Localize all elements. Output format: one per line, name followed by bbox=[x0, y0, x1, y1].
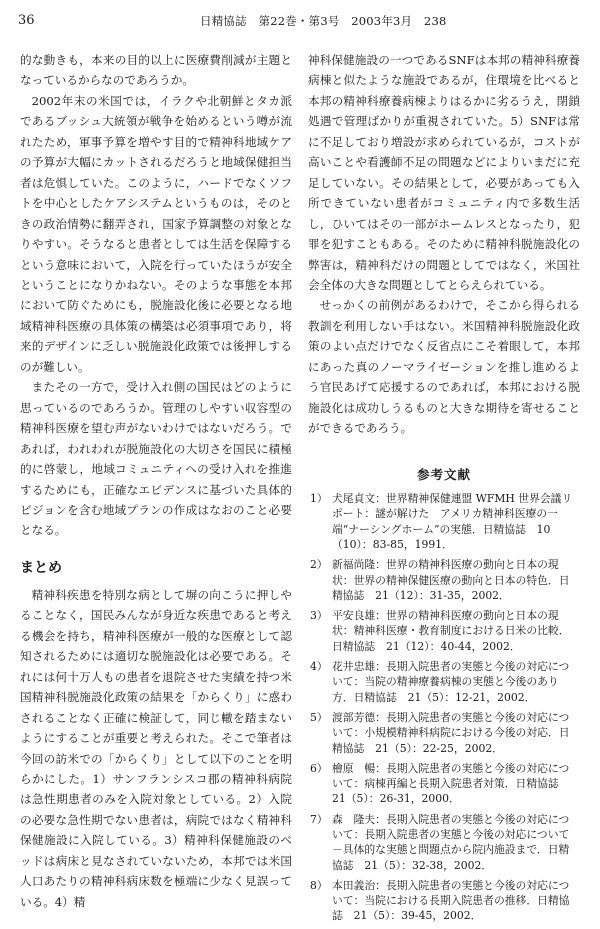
page-number: 36 bbox=[18, 13, 35, 28]
body-paragraph: せっかくの前例があるわけで，そこから得られる教訓を利用しない手はない。米国精神科脱施設化政策のよい点だけでなく反省点にこそ着眼して，本邦にあった真のノーマライゼーションを推し進めるよう官民あげて応援するのであれば，本邦における脱施設化は成功しうるものと大きな期待を寄せることができるであろう。 bbox=[308, 298, 580, 436]
running-header bbox=[18, 12, 582, 30]
reference-item bbox=[308, 812, 580, 873]
summary-paragraph: 精神科疾患を特別な病として塀の向こうに押しやることなく，国民みんなが身近な疾患であると考える機会を持ち，精神科医療が一般的な医療として認知されるためには適切な脱施設化は必要である。それには何十万人もの患者を退院させた実績を持つ米国精神科脱施設化政策の結果を「からくり」に惑わされることなく正確に検証して，同じ轍を踏まないようにすることが重要と考えられた。そこで筆者は今回の訪米での「からくり」として以下のことを明らかにした。1）サンフランシスコ郡の精神科病院は急性期患者のみを入院対象としている。2）入院の必要な急性期でない患者は，病院ではなく精神科保健施設に入院している。3）精神科保健施設のベッドは病床と見なされていないため，本邦では米国人口あたりの精神科病床数を極端に少なく見誤っている。4）精 bbox=[20, 587, 292, 909]
reference-number: 7） bbox=[310, 812, 328, 826]
journal-citation: 日精協誌 第22巻・第3号 2003年3月 238 bbox=[200, 14, 447, 28]
left-column bbox=[20, 50, 292, 912]
reference-number: 5） bbox=[310, 710, 328, 724]
body-paragraph: 2002年末の米国では，イラクや北朝鮮とタカ派であるブッシュ大統領が戦争を始めるという噂が流れたため，軍事予算を増やす目的で精神科地域ケアの予算が大幅にカットされるだろうと地域保健担当者は危惧していた。このように，ハードでなくソフトを中心としたケアシステムというものは，そのときの政治情勢に翻弄され，国家予算調整の対象となりやすい。そうなると患者としては生活を保障するという意味において，入院を行っていたほうが安全ということになりかねない。そのような事態を本邦において防ぐためにも，脱施設化後に必要となる地域精神科医療の具体策の構築は必須事項であり，将来的デザインに乏しい脱施設化政策では後押しするのが難しい。 bbox=[20, 93, 292, 374]
reference-list bbox=[308, 491, 580, 924]
body-paragraph: 神科保健施設の一つであるSNFは本邦の精神科療養病棟と似たような施設であるが，住環境を比べると本邦の精神科療養病棟よりはるかに劣るうえ，閉鎖処遇で管理ばかりが重視されていた。5）SNFは常に不足しており増設が求められているが，コストが高いことや看護師不足の問題などによりいまだに充足していない。その結果として，必要があっても入所できていない患者がコミュニティ内で多数生活し，ひいてはその一部がホームレスとなったり，犯罪を犯すこともある。そのために精神科脱施設化の弊害は，精神科だけの問題としてではなく，米国社会全体の大きな問題としてとらえられている。 bbox=[308, 53, 580, 292]
section-heading-summary: まとめ bbox=[20, 559, 62, 576]
reference-item bbox=[308, 878, 580, 924]
reference-number: 1） bbox=[310, 492, 328, 506]
body-paragraph: またその一方で，受け入れ側の国民はどのように思っているのであろうか。管理のしやすい収容型の精神科医療を望む声がないわけではないだろう。であれば，われわれが脱施設化の大切さを国民に積極的に啓蒙し，地域コミュニティへの受け入れを推進するためにも，正確なエビデンスに基づいた具体的ビジョンを含む地域プランの作成はなおのこと必要となる。 bbox=[20, 380, 292, 538]
reference-item bbox=[308, 557, 580, 603]
reference-text: 平安良雄：世界の精神科医療の動向と日本の現状：精神科医療・教育制度における日米の比較．日精協誌 21（12）：40-44，2002． bbox=[332, 609, 570, 653]
reference-text: 犬尾貞文：世界精神保健連盟 WFMH 世界会議リポート：謎が解けた アメリカ精神科医療の一端“ナーシングホーム”の実態．日精協誌 10（10）：83-85，1991． bbox=[332, 492, 573, 551]
reference-number: 4） bbox=[310, 660, 328, 674]
reference-item bbox=[308, 491, 580, 552]
right-column bbox=[308, 50, 580, 929]
reference-number: 6） bbox=[310, 761, 328, 775]
reference-item bbox=[308, 608, 580, 654]
body-paragraph: 的な動きも，本来の目的以上に医療費削減が主題となっているからなのであろうか。 bbox=[20, 53, 292, 88]
reference-number: 2） bbox=[310, 558, 328, 572]
reference-item bbox=[308, 659, 580, 705]
reference-text: 檜原 暢：長期入院患者の実態と今後の対応について：病棟再編と長期入院患者対策．日精協誌 21（5）：26-31，2000． bbox=[332, 761, 570, 806]
reference-item bbox=[308, 710, 580, 756]
reference-number: 8） bbox=[310, 878, 328, 892]
reference-text: 本田義治：長期入院患者の実態と今後の対応について：当院における長期入院患者の推移．日精協誌 21（5）：39-45，2002． bbox=[332, 878, 570, 923]
reference-number: 3） bbox=[310, 609, 328, 623]
references-heading: 参考文献 bbox=[416, 466, 471, 482]
reference-text: 森 隆夫：長期入院患者の実態と今後の対応について：長期入院患者の実態と今後の対応について－具体的な実態と問題点から院内施設まで．日精協誌 21（5）：32-38，2002． bbox=[332, 812, 570, 872]
reference-item bbox=[308, 761, 580, 807]
reference-text: 花井忠雄：長期入院患者の実態と今後の対応について：当院の精神療養病棟の実態と今後のあり方．日精協誌 21（5）：12-21，2002． bbox=[332, 660, 570, 704]
reference-text: 新福尚隆：世界の精神科医療の動向と日本の現状：世界の精神保健医療の動向と日本の特色．日精協誌 21（12）：31-35，2002． bbox=[332, 558, 570, 602]
reference-text: 渡部芳德：長期入院患者の実態と今後の対応について：小規模精神科病院における今後の対応．日精協誌 21（5）：22-25，2002． bbox=[332, 710, 570, 755]
